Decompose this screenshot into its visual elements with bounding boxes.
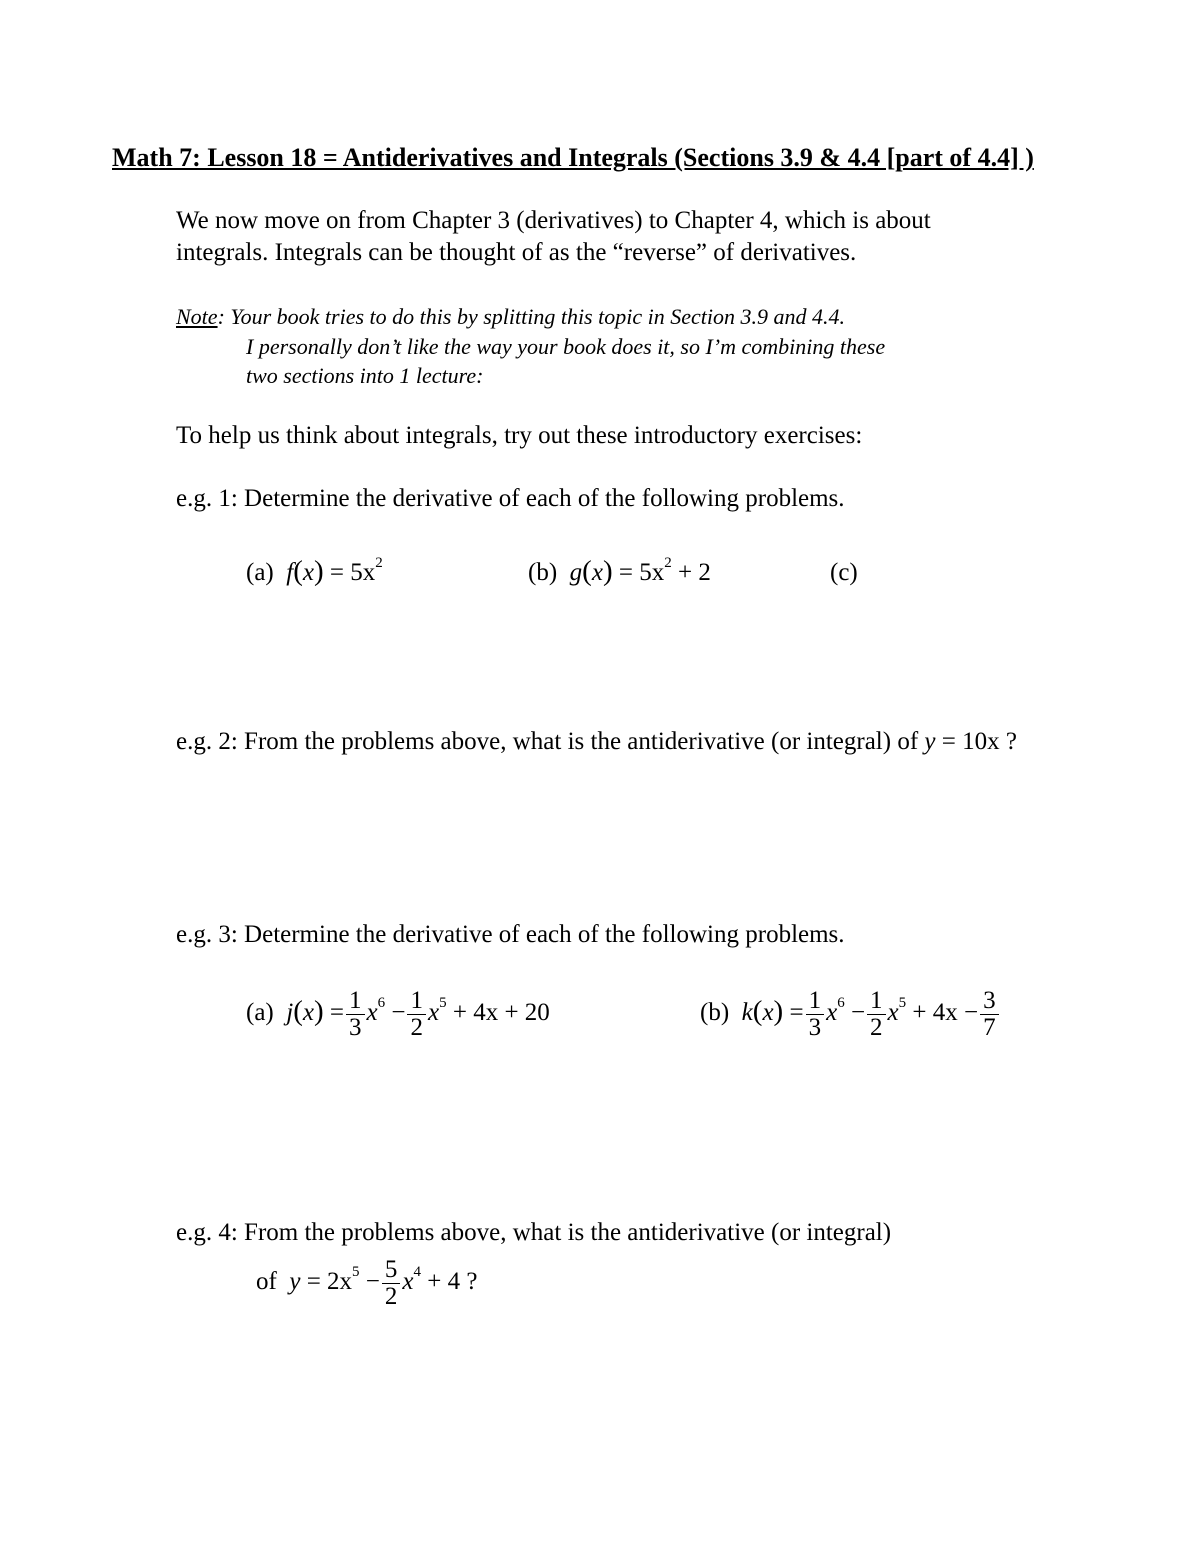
eg1-part-a: (a) $f(x) = 5x^2$ <box>246 554 383 587</box>
eg2-text <box>176 728 1017 756</box>
eg1-b-rhs: 5x <box>639 559 665 586</box>
eg2-equation: y = 10x ? <box>924 728 1017 755</box>
eg1-c-label: (c) <box>830 559 858 586</box>
eg2-question: e.g. 2: From the problems above, what is the antiderivative (or integral) of <box>176 728 919 755</box>
eg1-a-func: f <box>286 559 294 586</box>
note-line-3: two sections into 1 lecture: <box>246 363 484 388</box>
eg1-b-exp: 2 <box>664 554 672 571</box>
eg3-a-tail: + 4x + 20 <box>452 999 550 1027</box>
eg3-b-frac-1: $\frac{1}{3}$ <box>806 988 825 1041</box>
eg1-a-rhs: 5x <box>350 559 376 586</box>
eg1-part-c <box>830 559 858 587</box>
note-line-1 <box>176 304 845 330</box>
eg3-b-label: (b) <box>700 999 730 1027</box>
note-line-2: I personally don’t like the way your book does it, so I’m combining these <box>246 334 886 359</box>
eg3-a-func: j <box>286 999 294 1027</box>
eg1-b-tail: + 2 <box>677 559 711 586</box>
eg3-part-a: (a) j(x) = $\frac{1}{3}$ $x^6$ − $\frac{1}{2}$ $x^5 + 4x + 20$ <box>246 987 550 1041</box>
eg4-text: e.g. 4: From the problems above, what is the antiderivative (or integral) <box>176 1219 892 1246</box>
eg1-a-exp: 2 <box>375 554 383 571</box>
eg1-b-func: g <box>569 559 583 586</box>
eg3-a-frac-1: $\frac{1}{3}$ <box>346 988 365 1041</box>
eg3-a-frac-2: $\frac{1}{2}$ <box>407 988 426 1041</box>
eg4-equation: of $y = 2x^5$ − $\frac{5}{2}$ $x^4 + 4$ ? <box>256 1256 478 1310</box>
eg1-a-label: (a) <box>246 559 274 586</box>
eg1-part-b: (b) $g(x) = 5x^2 + 2$ <box>528 554 711 587</box>
intro-line-1: We now move on from Chapter 3 (derivatives) to Chapter 4, which is about <box>176 207 931 234</box>
eg4-frac: $\frac{5}{2}$ <box>382 1257 401 1310</box>
note-text-1: : Your book tries to do this by splitting this topic in Section 3.9 and 4.4. <box>217 304 845 329</box>
eg3-part-b: (b) k(x) = $\frac{1}{3}$ $x^6$ − $\frac{1}{2}$ $x^5 + 4x$ − $\frac{3}{7}$ <box>700 988 1001 1041</box>
page-title: Math 7: Lesson 18 = Antiderivatives and Integrals (Sections 3.9 & 4.4 [part of 4.4] ) <box>112 143 1034 172</box>
eg3-a-label: (a) <box>246 999 274 1027</box>
eg4-of: of <box>256 1268 277 1296</box>
intro-line-2: integrals. Integrals can be thought of as the “reverse” of derivatives. <box>176 239 857 266</box>
help-text: To help us think about integrals, try out these introductory exercises: <box>176 422 863 449</box>
eg3-text: e.g. 3: Determine the derivative of each of the following problems. <box>176 921 845 948</box>
note-label: Note <box>176 304 218 329</box>
eg3-b-frac-3: $\frac{3}{7}$ <box>980 988 999 1041</box>
eg1-text: e.g. 1: Determine the derivative of each of the following problems. <box>176 485 845 512</box>
eg3-b-mid: + 4x − <box>912 999 979 1027</box>
eg1-b-label: (b) <box>528 559 558 586</box>
eg3-b-func: k <box>741 999 753 1027</box>
eg3-b-frac-2: $\frac{1}{2}$ <box>867 988 886 1041</box>
